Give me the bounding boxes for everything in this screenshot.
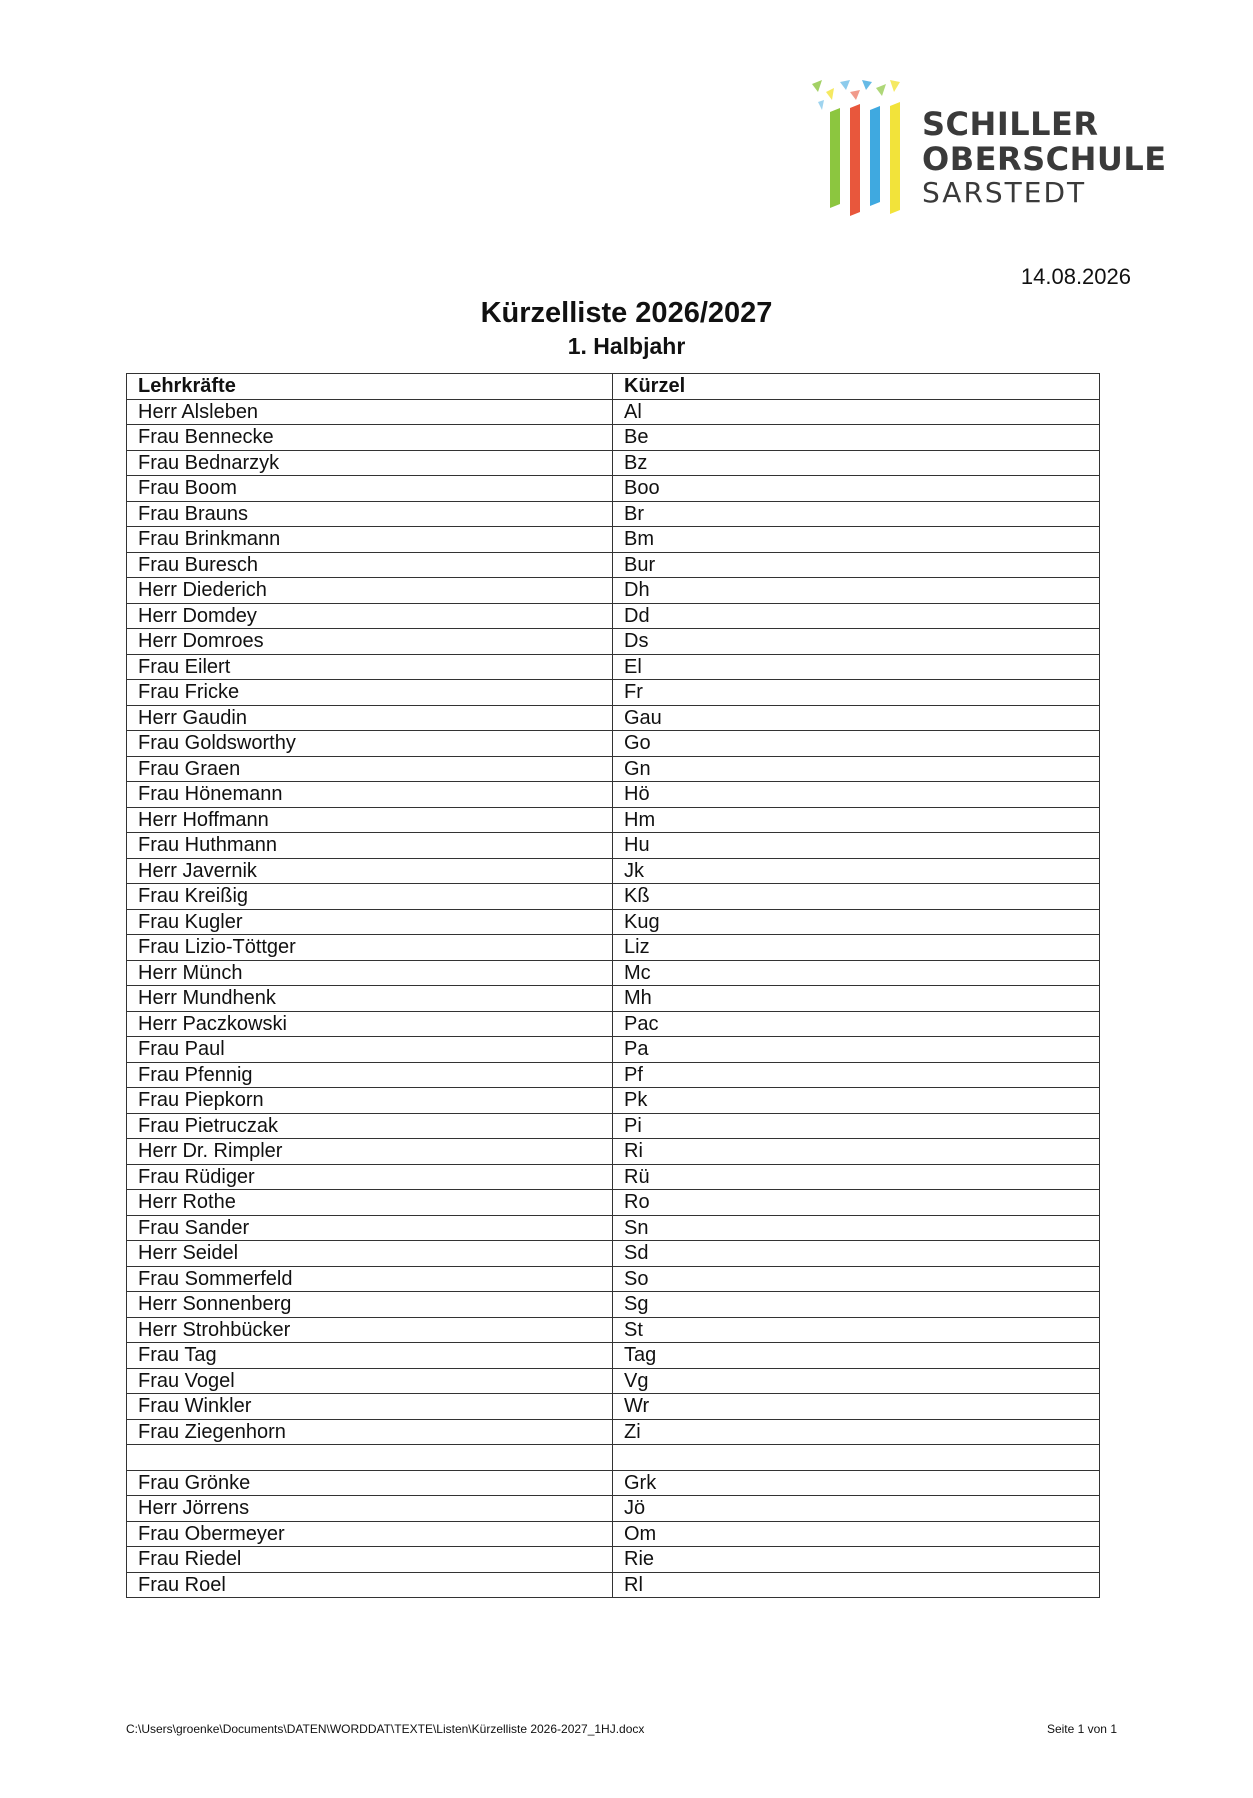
table-row [127, 1241, 1100, 1267]
abbreviation-cell: Mh [613, 986, 1100, 1012]
table-row [127, 527, 1100, 553]
table-row [127, 1190, 1100, 1216]
abbreviation-cell: Mc [613, 960, 1100, 986]
teacher-name-cell: Frau Lizio-Töttger [127, 935, 613, 961]
abbreviation-cell: Bz [613, 450, 1100, 476]
abbreviation-cell [613, 1445, 1100, 1471]
teacher-name-cell: Frau Ziegenhorn [127, 1419, 613, 1445]
abbreviation-cell: Ds [613, 629, 1100, 655]
table-row [127, 1139, 1100, 1165]
table-row [127, 1547, 1100, 1573]
table-row [127, 1496, 1100, 1522]
table-row [127, 425, 1100, 451]
abbreviation-cell: Pac [613, 1011, 1100, 1037]
logo-text-sarstedt: SARSTEDT [922, 176, 1087, 209]
abbreviation-cell: Dh [613, 578, 1100, 604]
table-row [127, 909, 1100, 935]
teacher-name-cell: Frau Obermeyer [127, 1521, 613, 1547]
column-header-teachers: Lehrkräfte [127, 374, 613, 400]
table-row [127, 450, 1100, 476]
abbreviation-cell: Al [613, 399, 1100, 425]
abbreviation-cell: Hm [613, 807, 1100, 833]
abbreviation-cell: Kug [613, 909, 1100, 935]
abbreviation-cell: Ri [613, 1139, 1100, 1165]
table-row [127, 501, 1100, 527]
abbreviation-cell: Gau [613, 705, 1100, 731]
teacher-name-cell [127, 1445, 613, 1471]
table-row [127, 833, 1100, 859]
abbreviation-cell: Jk [613, 858, 1100, 884]
table-row [127, 858, 1100, 884]
abbreviation-cell: Bur [613, 552, 1100, 578]
teacher-name-cell: Frau Rüdiger [127, 1164, 613, 1190]
abbreviation-cell: Rie [613, 1547, 1100, 1573]
school-logo [810, 78, 1167, 218]
teacher-name-cell: Frau Brauns [127, 501, 613, 527]
abbreviation-table [126, 373, 1100, 1598]
document-subtitle: 1. Halbjahr [567, 333, 686, 359]
abbreviation-cell: Pi [613, 1113, 1100, 1139]
table-row [127, 1572, 1100, 1598]
logo-emblem-icon [810, 78, 920, 218]
teacher-name-cell: Herr Alsleben [127, 399, 613, 425]
teacher-name-cell: Herr Hoffmann [127, 807, 613, 833]
abbreviation-cell: Br [613, 501, 1100, 527]
abbreviation-cell: Hö [613, 782, 1100, 808]
teacher-name-cell: Frau Sander [127, 1215, 613, 1241]
teacher-name-cell: Frau Kugler [127, 909, 613, 935]
table-row [127, 1343, 1100, 1369]
teacher-name-cell: Frau Huthmann [127, 833, 613, 859]
table-row [127, 1037, 1100, 1063]
teacher-name-cell: Frau Fricke [127, 680, 613, 706]
table-row [127, 1394, 1100, 1420]
table-row [127, 680, 1100, 706]
table-row [127, 1292, 1100, 1318]
teacher-name-cell: Frau Hönemann [127, 782, 613, 808]
abbreviation-cell: Gn [613, 756, 1100, 782]
teacher-name-cell: Herr Diederich [127, 578, 613, 604]
abbreviation-cell: Pk [613, 1088, 1100, 1114]
teacher-name-cell: Herr Gaudin [127, 705, 613, 731]
table-row [127, 986, 1100, 1012]
abbreviation-cell: Hu [613, 833, 1100, 859]
column-header-abbreviation: Kürzel [613, 374, 1100, 400]
abbreviation-cell: Vg [613, 1368, 1100, 1394]
table-row [127, 1445, 1100, 1471]
teacher-name-cell: Herr Rothe [127, 1190, 613, 1216]
teacher-name-cell: Frau Vogel [127, 1368, 613, 1394]
table-row [127, 1419, 1100, 1445]
table-row [127, 705, 1100, 731]
table-row [127, 1164, 1100, 1190]
footer-page-number: Seite 1 von 1 [1046, 1722, 1117, 1736]
teacher-name-cell: Frau Eilert [127, 654, 613, 680]
teacher-name-cell: Frau Goldsworthy [127, 731, 613, 757]
logo-text-schiller: SCHILLER [922, 105, 1099, 143]
abbreviation-cell: Rü [613, 1164, 1100, 1190]
table-row [127, 629, 1100, 655]
teacher-name-cell: Frau Boom [127, 476, 613, 502]
table-row [127, 782, 1100, 808]
table-row [127, 1317, 1100, 1343]
teacher-name-cell: Frau Graen [127, 756, 613, 782]
document-date: 14.08.2026 [1020, 264, 1131, 289]
teacher-name-cell: Frau Buresch [127, 552, 613, 578]
table-row [127, 1521, 1100, 1547]
table-row [127, 1011, 1100, 1037]
teacher-name-cell: Herr Dr. Rimpler [127, 1139, 613, 1165]
teacher-name-cell: Frau Roel [127, 1572, 613, 1598]
abbreviation-cell: St [613, 1317, 1100, 1343]
abbreviation-cell: Fr [613, 680, 1100, 706]
abbreviation-cell: Sn [613, 1215, 1100, 1241]
abbreviation-cell: Bm [613, 527, 1100, 553]
table-row [127, 935, 1100, 961]
teacher-name-cell: Herr Strohbücker [127, 1317, 613, 1343]
teacher-name-cell: Herr Domroes [127, 629, 613, 655]
abbreviation-cell: Tag [613, 1343, 1100, 1369]
teacher-name-cell: Frau Pfennig [127, 1062, 613, 1088]
abbreviation-cell: Pa [613, 1037, 1100, 1063]
table-row [127, 1062, 1100, 1088]
teacher-name-cell: Frau Winkler [127, 1394, 613, 1420]
teacher-name-cell: Frau Tag [127, 1343, 613, 1369]
teacher-name-cell: Frau Paul [127, 1037, 613, 1063]
table-row [127, 578, 1100, 604]
teacher-name-cell: Frau Piepkorn [127, 1088, 613, 1114]
abbreviation-cell: Boo [613, 476, 1100, 502]
table-row [127, 1088, 1100, 1114]
abbreviation-cell: Kß [613, 884, 1100, 910]
teacher-name-cell: Frau Brinkmann [127, 527, 613, 553]
teacher-name-cell: Herr Domdey [127, 603, 613, 629]
table-row [127, 1368, 1100, 1394]
abbreviation-cell: Jö [613, 1496, 1100, 1522]
table-row [127, 960, 1100, 986]
abbreviation-cell: Pf [613, 1062, 1100, 1088]
teacher-name-cell: Herr Paczkowski [127, 1011, 613, 1037]
table-header-row [127, 374, 1100, 400]
table-row [127, 807, 1100, 833]
teacher-name-cell: Herr Jörrens [127, 1496, 613, 1522]
table-row [127, 399, 1100, 425]
table-row [127, 1266, 1100, 1292]
teacher-name-cell: Frau Sommerfeld [127, 1266, 613, 1292]
abbreviation-cell: So [613, 1266, 1100, 1292]
logo-text-oberschule: OBERSCHULE [922, 140, 1167, 178]
table-row [127, 1215, 1100, 1241]
abbreviation-cell: Go [613, 731, 1100, 757]
table-row [127, 1113, 1100, 1139]
abbreviation-cell: Be [613, 425, 1100, 451]
teacher-name-cell: Herr Mundhenk [127, 986, 613, 1012]
table-row [127, 654, 1100, 680]
teacher-name-cell: Frau Kreißig [127, 884, 613, 910]
teacher-name-cell: Frau Bennecke [127, 425, 613, 451]
abbreviation-cell: Rl [613, 1572, 1100, 1598]
teacher-name-cell: Frau Riedel [127, 1547, 613, 1573]
abbreviation-cell: Sg [613, 1292, 1100, 1318]
abbreviation-cell: Om [613, 1521, 1100, 1547]
table-row [127, 756, 1100, 782]
abbreviation-cell: Zi [613, 1419, 1100, 1445]
teacher-name-cell: Frau Bednarzyk [127, 450, 613, 476]
table-row [127, 603, 1100, 629]
footer-file-path: C:\Users\groenke\Documents\DATEN\WORDDAT\TEXTE\Listen\Kürzelliste 2026-2027_1HJ.docx [126, 1722, 645, 1736]
teacher-name-cell: Herr Sonnenberg [127, 1292, 613, 1318]
teacher-name-cell: Frau Grönke [127, 1470, 613, 1496]
teacher-name-cell: Herr Javernik [127, 858, 613, 884]
abbreviation-cell: Sd [613, 1241, 1100, 1267]
teacher-name-cell: Frau Pietruczak [127, 1113, 613, 1139]
teacher-name-cell: Herr Seidel [127, 1241, 613, 1267]
table-row [127, 552, 1100, 578]
abbreviation-cell: Grk [613, 1470, 1100, 1496]
table-row [127, 476, 1100, 502]
table-row [127, 884, 1100, 910]
abbreviation-cell: Ro [613, 1190, 1100, 1216]
abbreviation-cell: Dd [613, 603, 1100, 629]
table-row [127, 1470, 1100, 1496]
document-title: Kürzelliste 2026/2027 [480, 297, 773, 329]
abbreviation-cell: Liz [613, 935, 1100, 961]
abbreviation-cell: Wr [613, 1394, 1100, 1420]
table-row [127, 731, 1100, 757]
abbreviation-cell: El [613, 654, 1100, 680]
teacher-name-cell: Herr Münch [127, 960, 613, 986]
